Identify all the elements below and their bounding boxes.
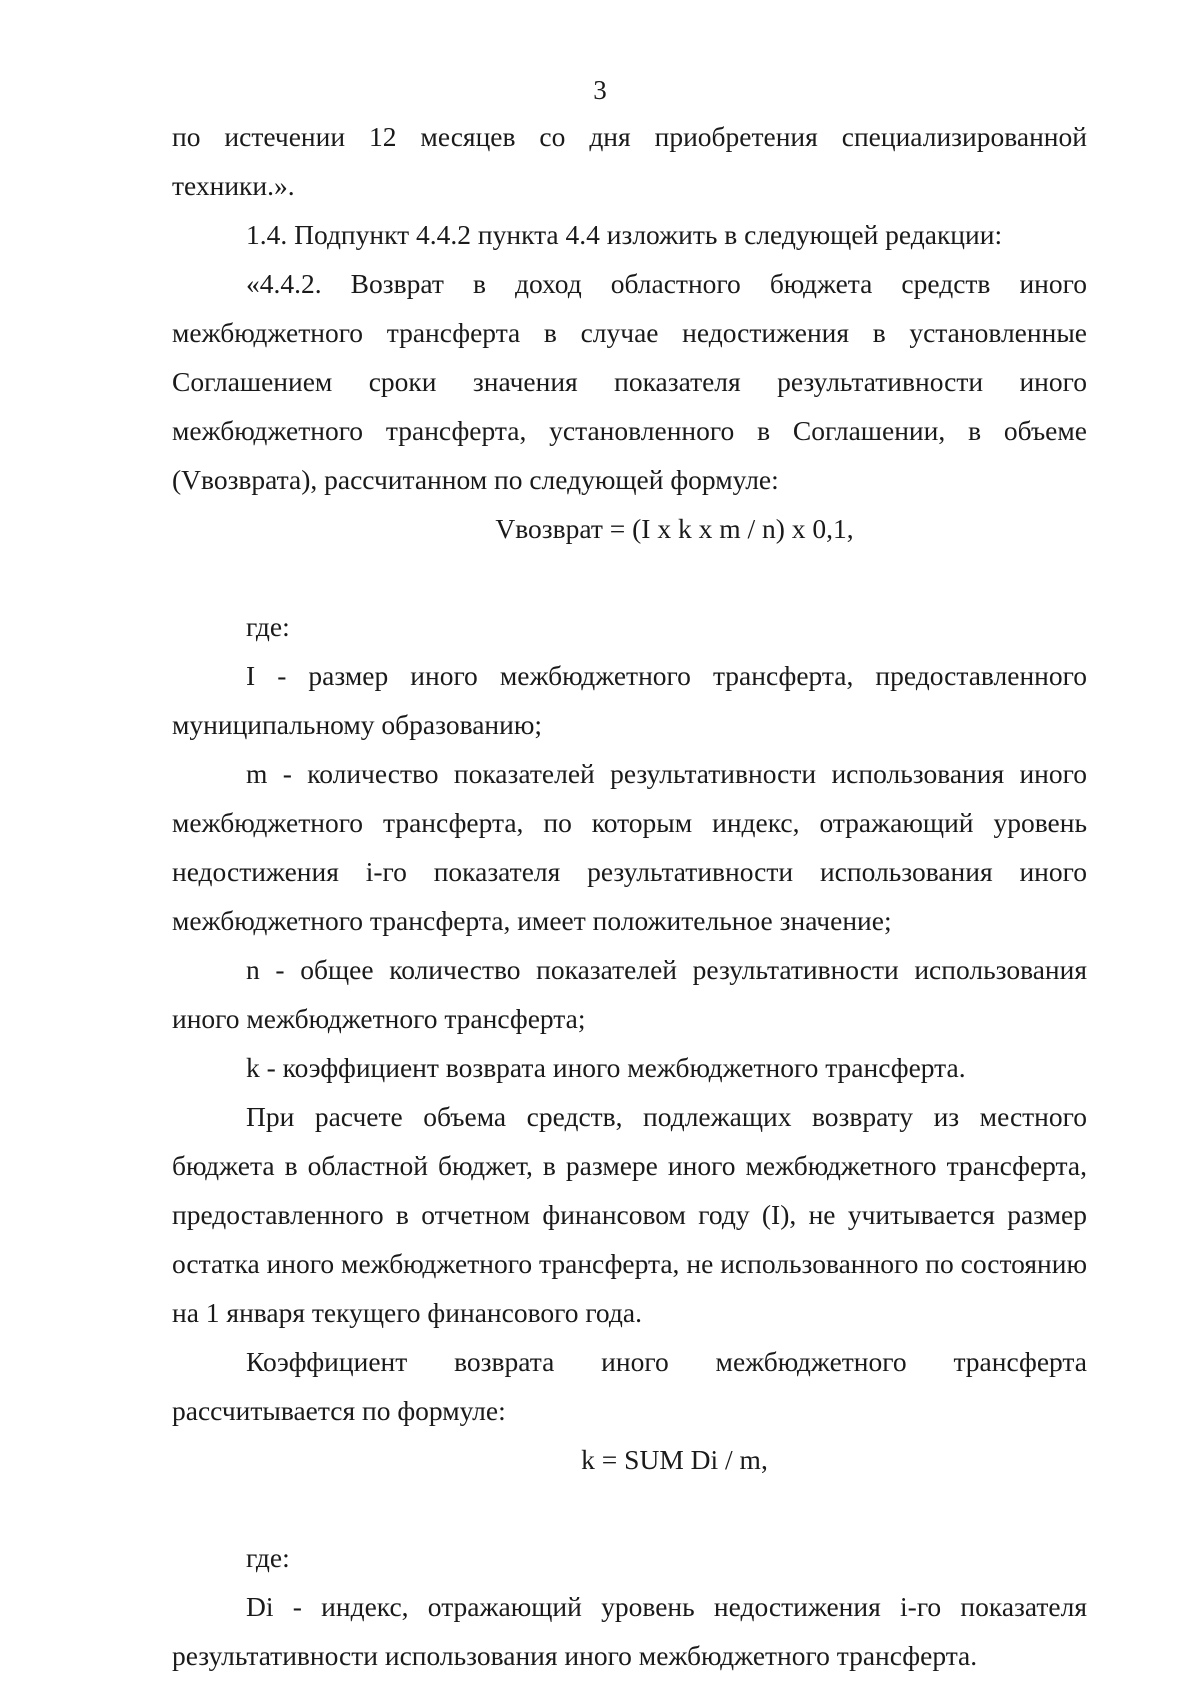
formula-k: k = SUM Di / m, xyxy=(581,1444,768,1475)
definition-k: k - коэффициент возврата иного межбюджетного трансферта. xyxy=(246,1052,966,1083)
definition-m: m - количество показателей результативности использования иного межбюджетного трансферта, по которым индекс, отражающий уровень недостижения i-го показателя результативности использования иного межбюджетного трансферта, имеет положительное значение; xyxy=(172,758,1087,936)
formula-v-return: Vвозврат = (I x k x m / n) x 0,1, xyxy=(495,513,854,544)
paragraph-coefficient-intro: Коэффициент возврата иного межбюджетного трансферта рассчитывается по формуле: xyxy=(172,1346,1087,1426)
page-number: 3 xyxy=(593,75,607,105)
paragraph-return-rule: «4.4.2. Возврат в доход областного бюджета средств иного межбюджетного трансферта в случае недостижения в установленные Соглашением сроки значения показателя результативности иного межбюджетного трансферта, установленного в Соглашении, в объеме (Vвозврата), рассчитанном по следующей формуле: xyxy=(172,268,1087,495)
definition-i: I - размер иного межбюджетного трансферта, предоставленного муниципальному образованию; xyxy=(172,660,1087,740)
paragraph-calculation-note: При расчете объема средств, подлежащих возврату из местного бюджета в областной бюджет, в размере иного межбюджетного трансферта, предоставленного в отчетном финансовом году (I), не учитывается размер остатка иного межбюджетного трансферта, не использованного по состоянию на 1 января текущего финансового года. xyxy=(172,1101,1087,1328)
definition-n: n - общее количество показателей результативности использования иного межбюджетного трансферта; xyxy=(172,954,1087,1034)
definition-di: Di - индекс, отражающий уровень недостижения i-го показателя результативности использования иного межбюджетного трансферта. xyxy=(172,1591,1087,1671)
paragraph-continuation: по истечении 12 месяцев со дня приобретения специализированной техники.». xyxy=(172,121,1087,201)
paragraph-amendment-heading: 1.4. Подпункт 4.4.2 пункта 4.4 изложить в следующей редакции: xyxy=(246,219,1003,250)
document-body xyxy=(172,112,1087,1680)
where-label-2: где: xyxy=(246,1542,290,1573)
where-label-1: где: xyxy=(246,611,290,642)
